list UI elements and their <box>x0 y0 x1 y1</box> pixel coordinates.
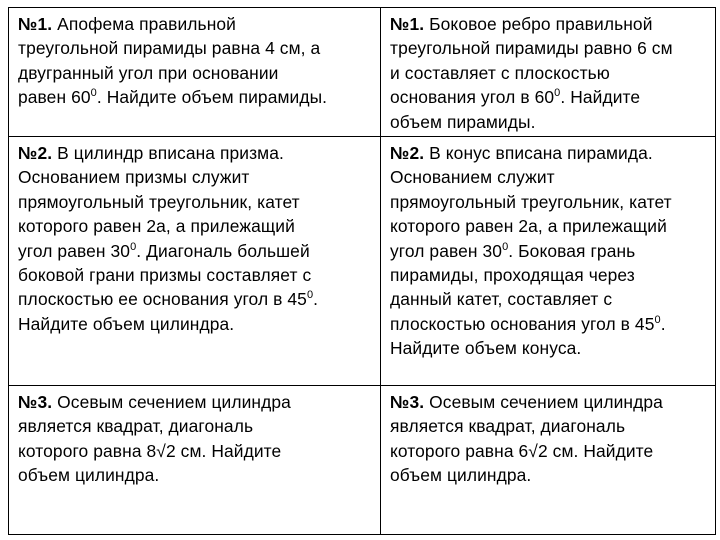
tasks-table <box>8 7 716 535</box>
task-row-1 <box>9 8 716 137</box>
task-text: . Боковая грань <box>508 240 636 261</box>
task-line <box>18 414 374 438</box>
degree-mark: 0 <box>130 240 137 253</box>
task-line <box>18 287 374 311</box>
task-number: №1. <box>390 14 425 34</box>
task-line <box>390 85 709 109</box>
task-text: угол равен 30 <box>18 240 131 261</box>
task-number: №3. <box>390 392 425 412</box>
task-number: №1. <box>18 14 53 34</box>
task-text: которого равна 8√2 см. Найдите <box>18 440 282 461</box>
task-text: треугольной пирамиды равна 4 см, а <box>18 38 321 59</box>
task-line <box>390 239 709 263</box>
task-text: равен 60 <box>18 87 91 108</box>
task-line <box>390 312 709 336</box>
task-text: . <box>660 313 666 334</box>
task-text: угол равен 30 <box>390 240 503 261</box>
task-text: . <box>313 289 319 310</box>
task-line <box>18 165 374 189</box>
task-text: прямоугольный треугольник, катет <box>18 191 300 212</box>
task-text: Апофема правильной <box>57 14 236 34</box>
task-line <box>18 141 374 165</box>
task-2-variant-2 <box>381 137 716 386</box>
task-line <box>390 12 709 36</box>
task-text: основания угол в 60 <box>390 87 555 108</box>
task-text: плоскостью ее основания угол в 45 <box>18 289 307 310</box>
task-text: которого равна 6√2 см. Найдите <box>390 440 654 461</box>
task-line <box>18 312 374 336</box>
task-line <box>390 263 709 287</box>
task-text: объем цилиндра. <box>18 465 160 486</box>
task-text: Найдите объем цилиндра. <box>18 313 235 334</box>
task-line <box>390 287 709 311</box>
task-line <box>390 414 709 438</box>
task-text: Основанием призмы служит <box>18 167 250 188</box>
task-text: . Диагональ большей <box>136 240 310 261</box>
task-2-variant-1 <box>9 137 381 386</box>
task-text: пирамиды, проходящая через <box>390 265 635 286</box>
task-row-2 <box>9 137 716 386</box>
task-line <box>390 463 709 487</box>
task-line <box>18 61 374 85</box>
task-text: объем пирамиды. <box>390 111 536 132</box>
task-line <box>18 463 374 487</box>
task-line <box>18 214 374 238</box>
task-text: прямоугольный треугольник, катет <box>390 191 672 212</box>
task-text: Найдите объем конуса. <box>390 338 582 359</box>
degree-mark: 0 <box>554 87 561 100</box>
degree-mark: 0 <box>502 240 509 253</box>
task-1-variant-1 <box>9 8 381 137</box>
task-line <box>390 61 709 85</box>
task-3-variant-1 <box>9 386 381 535</box>
task-text: Основанием служит <box>390 167 555 188</box>
task-line <box>390 190 709 214</box>
task-text: . Найдите объем пирамиды. <box>96 87 328 108</box>
task-text: треугольной пирамиды равно 6 см <box>390 38 673 59</box>
task-line <box>18 263 374 287</box>
task-number: №2. <box>390 143 425 163</box>
task-text: которого равен 2a, а прилежащий <box>18 216 295 237</box>
task-text: боковой грани призмы составляет с <box>18 265 312 286</box>
task-text: является квадрат, диагональ <box>390 416 626 437</box>
task-text: объем цилиндра. <box>390 465 532 486</box>
task-text: является квадрат, диагональ <box>18 416 254 437</box>
task-text: данный катет, составляет с <box>390 289 613 310</box>
task-line <box>390 141 709 165</box>
task-line <box>390 165 709 189</box>
task-line <box>390 214 709 238</box>
task-row-3 <box>9 386 716 535</box>
task-line <box>18 239 374 263</box>
task-text: двугранный угол при основании <box>18 62 279 83</box>
degree-mark: 0 <box>306 289 314 302</box>
task-text: В цилиндр вписана призма. <box>57 143 284 163</box>
task-line <box>18 190 374 214</box>
task-number: №3. <box>18 392 53 412</box>
task-number: №2. <box>18 143 53 163</box>
task-line <box>18 12 374 36</box>
task-line <box>390 36 709 60</box>
task-line <box>18 439 374 463</box>
degree-mark: 0 <box>654 314 661 327</box>
task-line <box>390 390 709 414</box>
task-line <box>18 85 374 109</box>
task-line <box>390 439 709 463</box>
task-line <box>390 336 709 360</box>
task-line <box>390 110 709 134</box>
task-1-variant-2 <box>381 8 716 137</box>
degree-mark: 0 <box>90 87 97 100</box>
task-text: Осевым сечением цилиндра <box>57 392 291 412</box>
task-text: плоскостью основания угол в 45 <box>390 313 655 334</box>
task-text: В конус вписана пирамида. <box>429 143 653 163</box>
task-line <box>18 390 374 414</box>
task-text: Осевым сечением цилиндра <box>429 392 663 412</box>
task-text: которого равен 2a, а прилежащий <box>390 216 667 237</box>
task-text: Боковое ребро правильной <box>429 14 653 34</box>
task-line <box>18 36 374 60</box>
task-text: и составляет с плоскостью <box>390 62 610 83</box>
task-text: . Найдите <box>560 87 641 108</box>
task-3-variant-2 <box>381 386 716 535</box>
